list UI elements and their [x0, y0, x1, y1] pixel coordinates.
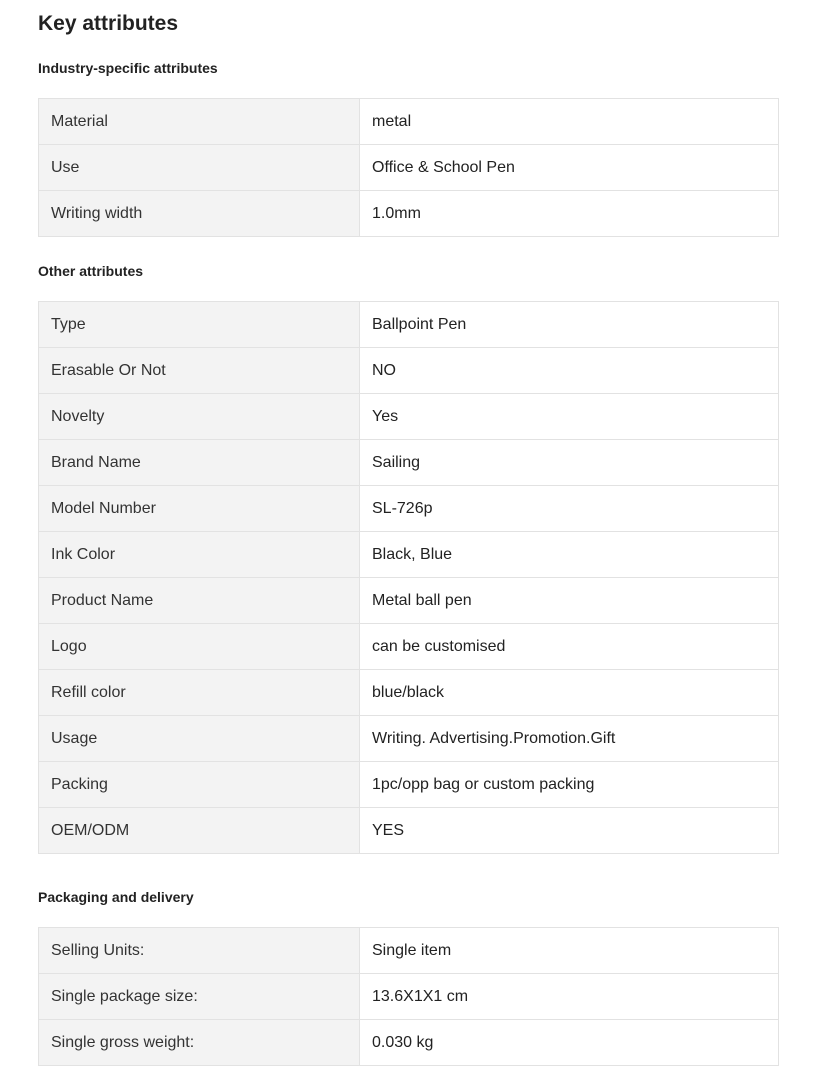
section-heading-packaging-delivery: Packaging and delivery: [38, 889, 194, 905]
attribute-label: Use: [39, 145, 360, 191]
attribute-label: Model Number: [39, 486, 360, 532]
attribute-label: Material: [39, 99, 360, 145]
attribute-value: metal: [360, 99, 779, 145]
attribute-label: Usage: [39, 716, 360, 762]
attribute-value: YES: [360, 808, 779, 854]
industry-attributes-table: [38, 98, 779, 237]
attribute-label: Single package size:: [39, 974, 360, 1020]
attribute-value: 0.030 kg: [360, 1020, 779, 1066]
attribute-value: Metal ball pen: [360, 578, 779, 624]
attribute-label: Logo: [39, 624, 360, 670]
attribute-label: OEM/ODM: [39, 808, 360, 854]
attribute-label: Single gross weight:: [39, 1020, 360, 1066]
attribute-label: Brand Name: [39, 440, 360, 486]
attribute-label: Selling Units:: [39, 928, 360, 974]
table-row: [39, 762, 779, 808]
section-heading-other-attributes: Other attributes: [38, 263, 144, 279]
attribute-label: Type: [39, 302, 360, 348]
table-row: [39, 1020, 779, 1066]
table-row: [39, 578, 779, 624]
attribute-value: can be customised: [360, 624, 779, 670]
other-attributes-table: [38, 301, 779, 854]
attribute-value: Sailing: [360, 440, 779, 486]
attribute-value: Black, Blue: [360, 532, 779, 578]
section-heading-industry-specific: Industry-specific attributes: [38, 60, 218, 76]
table-row: [39, 145, 779, 191]
attribute-label: Writing width: [39, 191, 360, 237]
table-row: [39, 191, 779, 237]
page-title: Key attributes: [38, 12, 179, 35]
table-row: [39, 302, 779, 348]
attribute-value: 13.6X1X1 cm: [360, 974, 779, 1020]
attribute-value: Office & School Pen: [360, 145, 779, 191]
attribute-label: Refill color: [39, 670, 360, 716]
table-row: [39, 486, 779, 532]
table-row: [39, 532, 779, 578]
attribute-value: Ballpoint Pen: [360, 302, 779, 348]
table-row: [39, 348, 779, 394]
attribute-value: blue/black: [360, 670, 779, 716]
table-row: [39, 670, 779, 716]
attribute-value: 1pc/opp bag or custom packing: [360, 762, 779, 808]
attribute-label: Novelty: [39, 394, 360, 440]
attribute-label: Erasable Or Not: [39, 348, 360, 394]
attribute-value: SL-726p: [360, 486, 779, 532]
attribute-value: Single item: [360, 928, 779, 974]
attribute-value: Writing. Advertising.Promotion.Gift: [360, 716, 779, 762]
attribute-label: Ink Color: [39, 532, 360, 578]
table-row: [39, 624, 779, 670]
table-row: [39, 440, 779, 486]
attribute-label: Packing: [39, 762, 360, 808]
packaging-delivery-table: [38, 927, 779, 1066]
attribute-value: 1.0mm: [360, 191, 779, 237]
table-row: [39, 974, 779, 1020]
table-row: [39, 808, 779, 854]
table-row: [39, 99, 779, 145]
table-row: [39, 716, 779, 762]
attribute-value: Yes: [360, 394, 779, 440]
table-row: [39, 394, 779, 440]
attribute-label: Product Name: [39, 578, 360, 624]
attribute-value: NO: [360, 348, 779, 394]
table-row: [39, 928, 779, 974]
